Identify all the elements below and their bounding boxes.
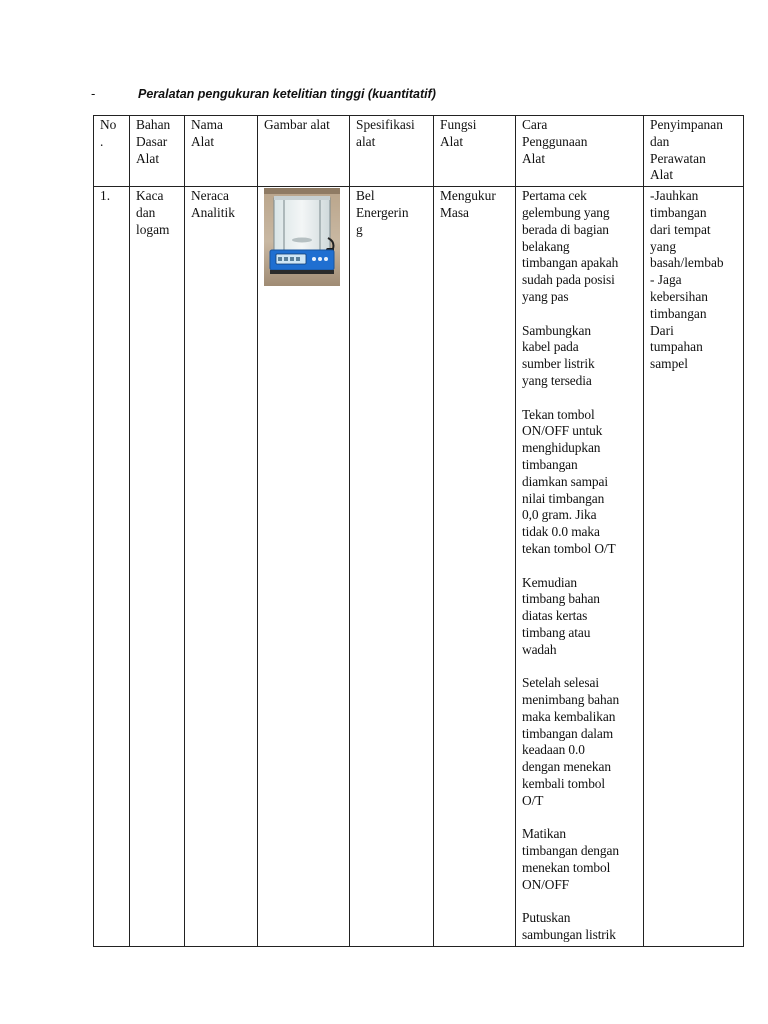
- header-bahan: Bahan Dasar Alat: [130, 116, 185, 187]
- cell-penyimpanan: -Jauhkan timbangan dari tempat yang basah/lembab - Jaga kebersihan timbangan Dari tumpahan sampel: [644, 187, 744, 947]
- header-cara: Cara Penggunaan Alat: [516, 116, 644, 187]
- header-spesifikasi: Spesifikasi alat: [350, 116, 434, 187]
- cell-bahan: Kaca dan logam: [130, 187, 185, 947]
- equipment-table: [93, 115, 744, 947]
- cell-spesifikasi: Bel Energerin g: [350, 187, 434, 947]
- header-fungsi: Fungsi Alat: [434, 116, 516, 187]
- header-penyimpanan: Penyimpanan dan Perawatan Alat: [644, 116, 744, 187]
- cell-gambar: [258, 187, 350, 947]
- header-gambar: Gambar alat: [258, 116, 350, 187]
- header-no: No .: [94, 116, 130, 187]
- cell-no: 1.: [94, 187, 130, 947]
- section-heading-line: [91, 86, 731, 106]
- cell-nama: Neraca Analitik: [185, 187, 258, 947]
- analytical-balance-photo: [264, 188, 340, 286]
- bullet-marker: -: [91, 86, 96, 101]
- table-row: [94, 187, 744, 947]
- header-nama: Nama Alat: [185, 116, 258, 187]
- cell-cara: Pertama cek gelembung yang berada di bagian belakang timbangan apakah sudah pada posisi yang pas Sambungkan kabel pada sumber listrik yang tersedia Tekan tombol ON/OFF untuk menghidupkan timbangan diamkan sampai nilai timbangan 0,0 gram. Jika tidak 0.0 maka tekan tombol O/T Kemudian timbang bahan diatas kertas timbang atau wadah Setelah selesai menimbang bahan maka kembalikan timbangan dalam keadaan 0.0 dengan menekan kembali tombol O/T Matikan timbangan dengan menekan tombol ON/OFF Putuskan sambungan listrik: [516, 187, 644, 947]
- cell-fungsi: Mengukur Masa: [434, 187, 516, 947]
- table-header-row: [94, 116, 744, 187]
- section-heading: Peralatan pengukuran ketelitian tinggi (kuantitatif): [138, 87, 436, 101]
